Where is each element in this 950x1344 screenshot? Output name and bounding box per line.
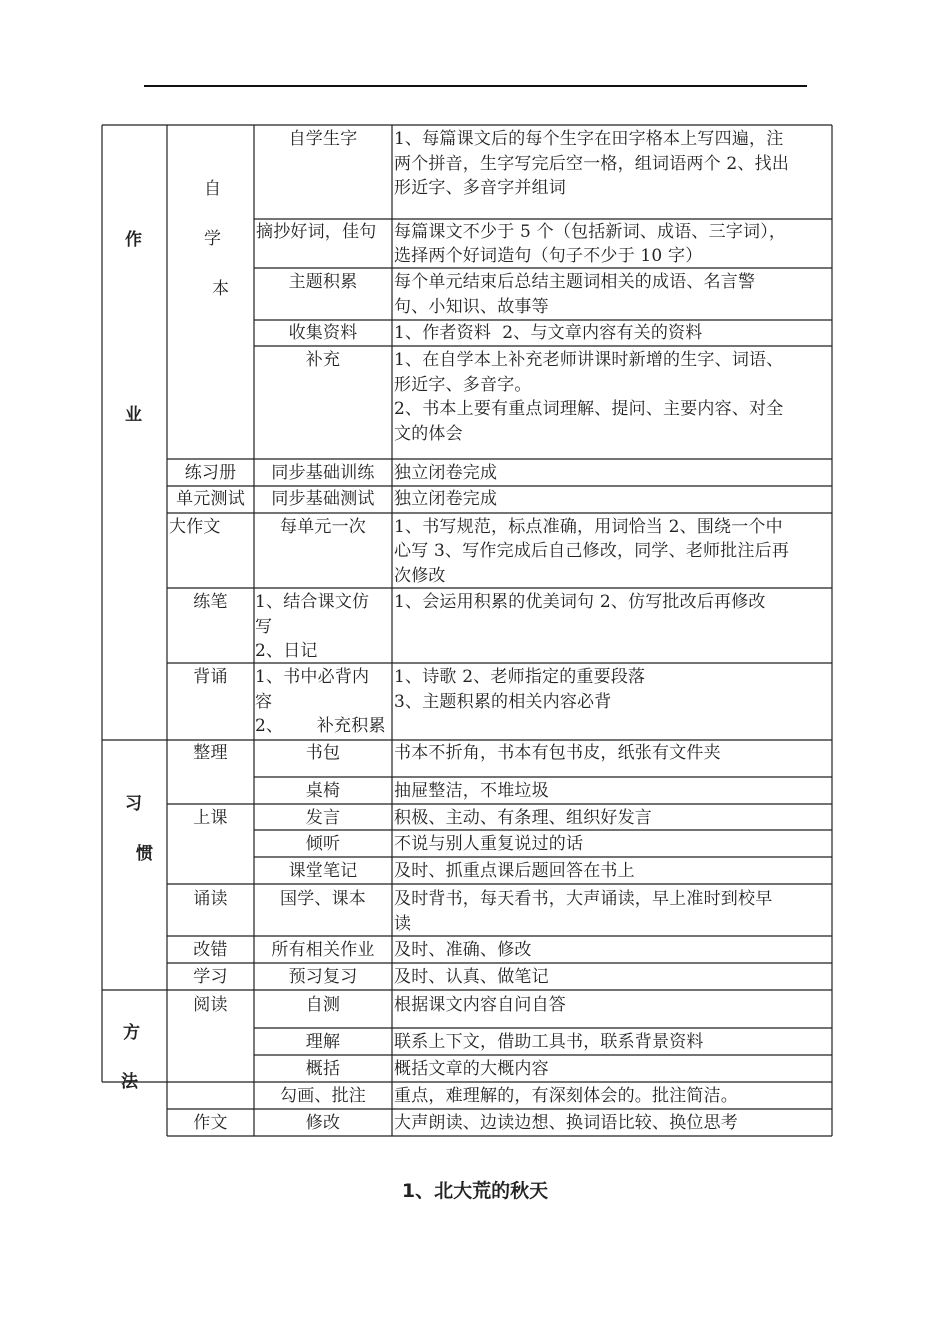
item-lianbi-2: 写 xyxy=(255,617,273,637)
item-zhaichao: 摘抄好词，佳句 xyxy=(256,222,377,242)
cat-zhengli: 整理 xyxy=(193,743,228,763)
item-beisong-3: 2、 补充积累 xyxy=(255,716,386,736)
req-songdu-2: 读 xyxy=(394,914,412,934)
req-zice: 根据课文内容自问自答 xyxy=(394,995,566,1015)
cat-songdu: 诵读 xyxy=(193,889,228,909)
req-lianbi: 1、会运用积累的优美词句 2、仿写批改后再修改 xyxy=(394,592,766,612)
item-zhuoyi: 桌椅 xyxy=(305,781,341,801)
req-buchong-2: 形近字、多音字。 xyxy=(394,375,532,395)
req-lianxice: 独立闭卷完成 xyxy=(394,463,498,483)
item-lijie: 理解 xyxy=(305,1032,341,1052)
item-songdu: 国学、课本 xyxy=(280,889,366,909)
cat-yuedu: 阅读 xyxy=(193,995,228,1015)
item-beisong-1: 1、书中必背内 xyxy=(255,667,370,687)
cat-beisong: 背诵 xyxy=(193,667,228,687)
section-label-xiguan-2: 惯 xyxy=(136,844,154,864)
req-buchong-3: 2、书本上要有重点词理解、提问、主要内容、对全 xyxy=(394,399,784,419)
req-beisong-2: 3、主题积累的相关内容必背 xyxy=(394,692,612,712)
cat-danyuan: 单元测试 xyxy=(176,489,245,509)
req-gouhua: 重点，难理解的，有深刻体会的。批注简洁。 xyxy=(394,1086,738,1106)
item-gouhua: 勾画、批注 xyxy=(280,1086,366,1106)
req-biji: 及时、抓重点课后题回答在书上 xyxy=(394,861,635,881)
req-xuexi: 及时、认真、做笔记 xyxy=(394,967,549,987)
req-gaicuo: 及时、准确、修改 xyxy=(394,940,532,960)
cat-lianxice: 练习册 xyxy=(184,463,237,483)
zixueben-char-1: 自 xyxy=(204,179,222,199)
item-zice: 自测 xyxy=(305,995,341,1015)
section-label-fangfa-2: 法 xyxy=(121,1072,139,1092)
zixueben-char-2: 学 xyxy=(204,229,222,249)
item-gaikuo: 概括 xyxy=(305,1059,341,1079)
section-label-xiguan-1: 习 xyxy=(125,794,143,814)
cat-lianbi: 练笔 xyxy=(193,592,228,612)
item-buchong: 补充 xyxy=(305,350,341,370)
item-danyuan: 同步基础测试 xyxy=(271,489,375,509)
item-lianbi-3: 2、日记 xyxy=(255,641,318,661)
req-fayan: 积极、主动、有条理、组织好发言 xyxy=(394,808,652,828)
cat-shangke: 上课 xyxy=(193,808,228,828)
req-zhuti-2: 句、小知识、故事等 xyxy=(394,297,549,317)
req-zhuti-1: 每个单元结束后总结主题词相关的成语、名言警 xyxy=(394,272,756,292)
req-zixue-shengzi-2: 两个拼音，生字写完后空一格，组词语两个 2、找出 xyxy=(394,154,790,174)
req-gaikuo: 概括文章的大概内容 xyxy=(394,1059,549,1079)
item-zhuti: 主题积累 xyxy=(288,272,358,292)
req-shouji: 1、作者资料 2、与文章内容有关的资料 xyxy=(394,323,703,343)
item-fayan: 发言 xyxy=(305,808,341,828)
req-xiugai: 大声朗读、边读边想、换词语比较、换位思考 xyxy=(394,1113,738,1133)
item-xiugai: 修改 xyxy=(305,1113,341,1133)
req-lijie: 联系上下文，借助工具书，联系背景资料 xyxy=(394,1032,704,1052)
section-label-zuoye-2: 业 xyxy=(125,405,143,425)
item-zixue-shengzi: 自学生字 xyxy=(288,129,358,149)
req-buchong-4: 文的体会 xyxy=(394,424,463,444)
item-shubao: 书包 xyxy=(305,743,341,763)
req-zixue-shengzi-3: 形近字、多音字并组词 xyxy=(394,178,566,198)
req-zixue-shengzi-1: 1、每篇课文后的每个生字在田字格本上写四遍，注 xyxy=(394,129,784,149)
req-shubao: 书本不折角，书本有包书皮，纸张有文件夹 xyxy=(394,743,721,763)
item-dazuowen: 每单元一次 xyxy=(280,517,366,537)
item-lianbi-1: 1、结合课文仿 xyxy=(255,592,370,612)
cat-zuowen: 作文 xyxy=(193,1113,228,1133)
req-dazuowen-1: 1、书写规范，标点准确，用词恰当 2、围绕一个中 xyxy=(394,517,783,537)
req-zhaichao-1: 每篇课文不少于 5 个（包括新词、成语、三字词）， xyxy=(394,222,787,242)
section-label-zuoye-1: 作 xyxy=(125,230,143,250)
item-biji: 课堂笔记 xyxy=(288,861,358,881)
item-shouji: 收集资料 xyxy=(288,323,358,343)
item-gaicuo: 所有相关作业 xyxy=(271,940,375,960)
section-label-fangfa-1: 方 xyxy=(123,1023,141,1043)
req-dazuowen-2: 心写 3、写作完成后自己修改，同学、老师批注后再 xyxy=(394,541,790,561)
cat-gaicuo: 改错 xyxy=(193,940,228,960)
req-dazuowen-3: 次修改 xyxy=(394,566,446,586)
req-buchong-1: 1、在自学本上补充老师讲课时新增的生字、词语、 xyxy=(394,350,784,370)
item-beisong-2: 容 xyxy=(255,692,273,712)
item-xuexi: 预习复习 xyxy=(288,967,358,987)
item-lianxice: 同步基础训练 xyxy=(271,463,375,483)
cat-dazuowen: 大作文 xyxy=(169,517,221,537)
cat-xuexi: 学习 xyxy=(193,967,228,987)
zixueben-char-3: 本 xyxy=(212,279,230,299)
lesson-title: 1、北大荒的秋天 xyxy=(401,1180,549,1202)
req-zhuoyi: 抽屉整洁，不堆垃圾 xyxy=(394,781,549,801)
item-qingting: 倾听 xyxy=(305,834,341,854)
req-songdu-1: 及时背书，每天看书，大声诵读，早上准时到校早 xyxy=(394,889,773,909)
req-zhaichao-2: 选择两个好词造句（句子不少于 10 字） xyxy=(394,246,703,266)
req-qingting: 不说与别人重复说过的话 xyxy=(394,834,584,854)
req-beisong-1: 1、诗歌 2、老师指定的重要段落 xyxy=(394,667,646,687)
req-danyuan: 独立闭卷完成 xyxy=(394,489,498,509)
